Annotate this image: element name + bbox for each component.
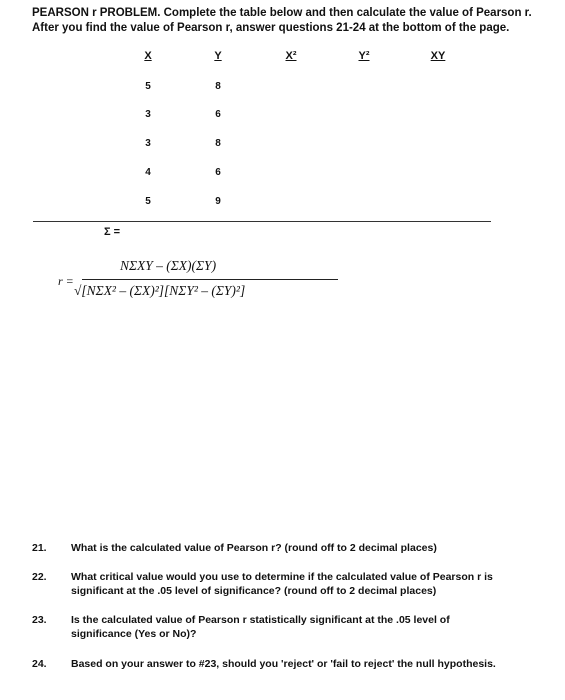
header-x-squared: X² — [285, 50, 297, 62]
cell-y-row-3: 8 — [215, 138, 221, 149]
header-y: Y — [214, 50, 222, 62]
question-text: Is the calculated value of Pearson r statistically significant at the .05 level of significance (Yes or No)? — [71, 614, 450, 640]
cell-y-row-1: 8 — [215, 81, 221, 92]
question-number: 22. — [32, 571, 47, 583]
formula-numerator: NΣXY – (ΣX)(ΣY) — [120, 258, 217, 273]
formula-denominator: √[NΣX² – (ΣX)²][NΣY² – (ΣY)²] — [74, 283, 246, 298]
sum-label: Σ = — [104, 226, 121, 238]
cell-x-row-3: 3 — [145, 138, 151, 149]
instructions-line-1: PEARSON r PROBLEM. Complete the table below and then calculate the value of Pearson r. — [32, 7, 532, 19]
question-text: What critical value would you use to determine if the calculated value of Pearson r is significant at the .05 level of significance? (round off to 2 decimal places) — [71, 571, 493, 597]
cell-y-row-2: 6 — [215, 109, 221, 120]
cell-x-row-2: 3 — [145, 109, 151, 120]
cell-x-row-4: 4 — [145, 167, 151, 178]
question-text: Based on your answer to #23, should you 'reject' or 'fail to reject' the null hypothesis. — [71, 658, 496, 670]
question-text: What is the calculated value of Pearson r? (round off to 2 decimal places) — [71, 542, 437, 554]
cell-y-row-5: 9 — [215, 196, 221, 207]
instructions — [32, 6, 542, 36]
question-number: 21. — [32, 542, 47, 554]
sum-divider — [33, 221, 491, 222]
cell-y-row-4: 6 — [215, 167, 221, 178]
question-number: 23. — [32, 614, 47, 626]
header-xy: XY — [430, 50, 446, 62]
formula-lhs: r = — [58, 274, 74, 288]
cell-x-row-5: 5 — [145, 196, 151, 207]
instructions-line-2: After you find the value of Pearson r, answer questions 21-24 at the bottom of the page. — [32, 22, 510, 34]
header-y-squared: Y² — [358, 50, 370, 62]
cell-x-row-1: 5 — [145, 81, 151, 92]
header-x: X — [144, 50, 152, 62]
fraction-bar — [82, 279, 338, 280]
question-number: 24. — [32, 658, 47, 670]
